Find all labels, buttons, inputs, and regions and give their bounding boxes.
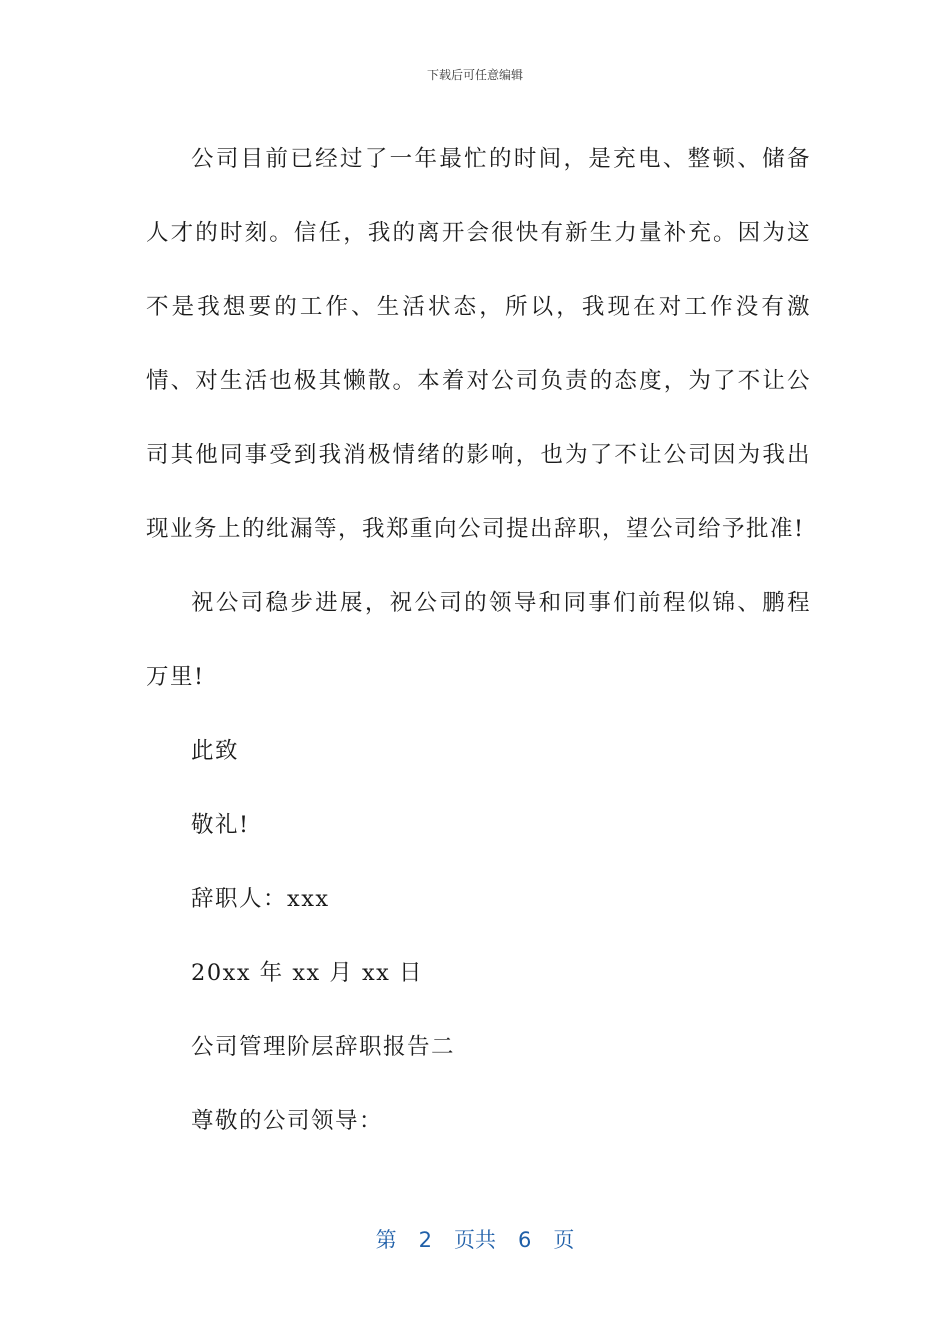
paragraph-resignation-reason: 公司目前已经过了一年最忙的时间，是充电、整顿、储备人才的时刻。信任，我的离开会很快有新生力量补充。因为这不是我想要的工作、生活状态，所以，我现在对工作没有激情、对生活也极其懒散。本着对公司负责的态度，为了不让公司其他同事受到我消极情绪的影响，也为了不让公司因为我出现业务上的纰漏等，我郑重向公司提出辞职，望公司给予批准! bbox=[146, 146, 811, 542]
header-note: 下载后可任意编辑 bbox=[426, 68, 523, 82]
footer-prefix: 第 bbox=[375, 1228, 397, 1252]
paragraph-signature: 辞职人：xxx bbox=[191, 886, 330, 912]
paragraph-greeting: 尊敬的公司领导： bbox=[191, 1108, 384, 1134]
footer-suffix: 页 bbox=[553, 1228, 575, 1252]
footer-middle: 页共 bbox=[454, 1228, 496, 1252]
footer-current-page: 2 bbox=[418, 1228, 432, 1252]
paragraph-regards: 敬礼! bbox=[191, 812, 250, 838]
footer-total-pages: 6 bbox=[518, 1228, 532, 1252]
paragraph-section-title: 公司管理阶层辞职报告二 bbox=[191, 1034, 456, 1060]
document-body bbox=[146, 122, 811, 1158]
paragraph-wishes: 祝公司稳步进展，祝公司的领导和同事们前程似锦、鹏程万里! bbox=[146, 590, 811, 690]
paragraph-date: 20xx 年 xx 月 xx 日 bbox=[191, 960, 424, 986]
page-footer bbox=[0, 1224, 950, 1254]
paragraph-salutation: 此致 bbox=[191, 738, 240, 764]
